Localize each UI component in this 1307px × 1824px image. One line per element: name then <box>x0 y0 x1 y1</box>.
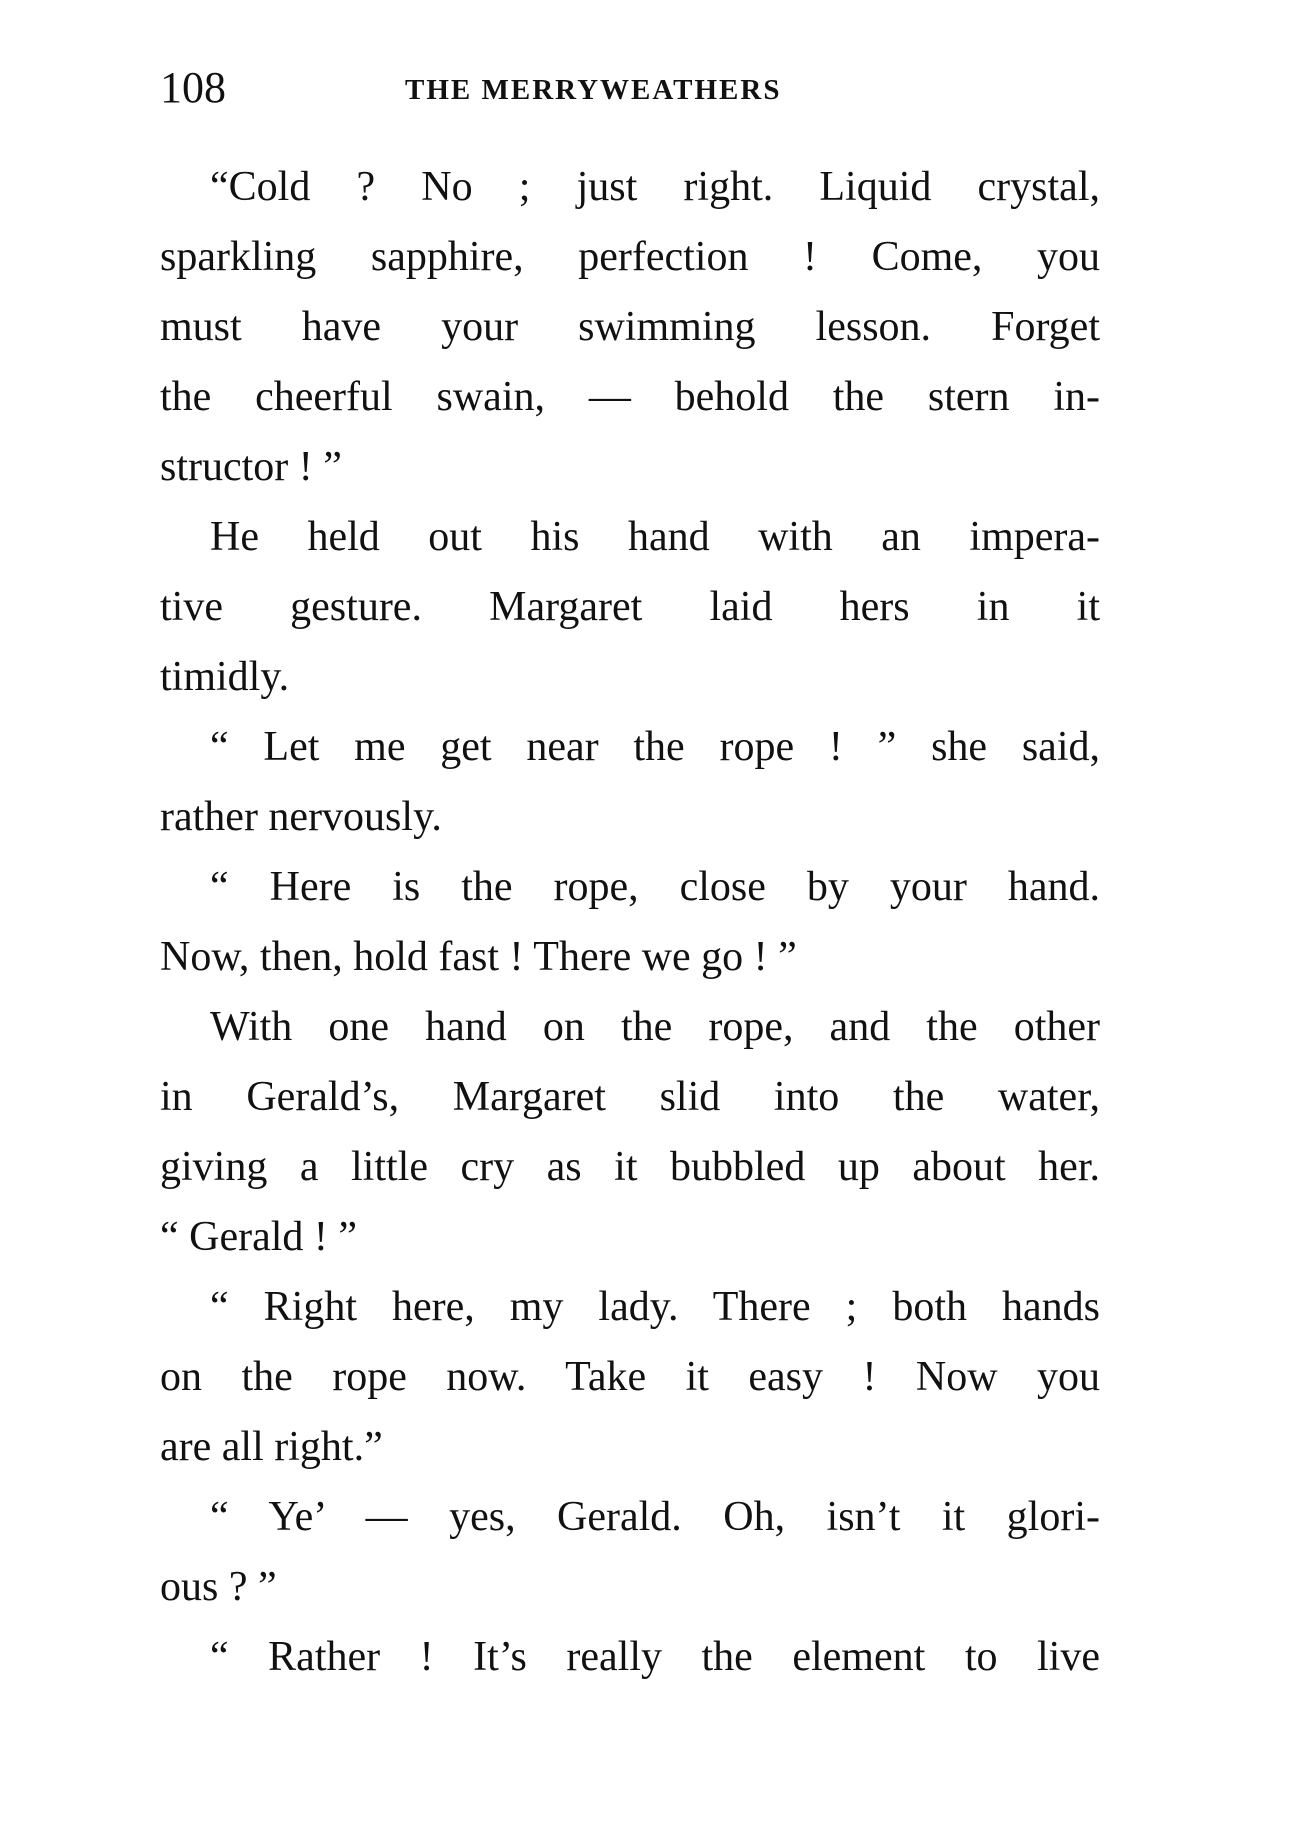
text-line: “ Ye’ — yes, Gerald. Oh, isn’t it glori- <box>210 1494 1100 1540</box>
paragraph <box>160 852 1100 992</box>
text-line: the cheerful swain, — behold the stern in- <box>160 374 1100 420</box>
text-line: tive gesture. Margaret laid hers in it <box>160 584 1100 630</box>
paragraph <box>160 152 1100 502</box>
running-title: THE MERRYWEATHERS <box>405 74 782 106</box>
text-line: ous ? ” <box>160 1564 277 1610</box>
text-line: sparkling sapphire, perfection ! Come, you <box>160 234 1100 280</box>
text-line: “ Rather ! It’s really the element to live <box>210 1634 1100 1680</box>
paragraph <box>160 1482 1100 1622</box>
text-line: “ Gerald ! ” <box>160 1214 358 1260</box>
paragraph <box>160 1272 1100 1482</box>
paragraph <box>160 1622 1100 1692</box>
text-line: rather nervously. <box>160 794 442 840</box>
body-text <box>160 152 1100 1692</box>
paragraph <box>160 502 1100 712</box>
text-line: giving a little cry as it bubbled up about her. <box>160 1144 1100 1190</box>
text-line: “ Let me get near the rope ! ” she said, <box>210 724 1100 770</box>
paragraph <box>160 992 1100 1272</box>
text-line: “ Here is the rope, close by your hand. <box>210 864 1100 910</box>
text-line: are all right.” <box>160 1424 383 1470</box>
page-number: 108 <box>160 63 226 112</box>
text-line: must have your swimming lesson. Forget <box>160 304 1100 350</box>
text-line: structor ! ” <box>160 444 342 490</box>
text-line: He held out his hand with an impera- <box>210 514 1100 560</box>
page-header <box>160 58 1100 118</box>
text-line: in Gerald’s, Margaret slid into the water, <box>160 1074 1100 1120</box>
text-line: “Cold ? No ; just right. Liquid crystal, <box>210 164 1100 210</box>
text-line: Now, then, hold fast ! There we go ! ” <box>160 934 797 980</box>
text-line: With one hand on the rope, and the other <box>210 1004 1100 1050</box>
text-line: “ Right here, my lady. There ; both hands <box>210 1284 1100 1330</box>
text-line: timidly. <box>160 654 290 700</box>
text-line: on the rope now. Take it easy ! Now you <box>160 1354 1100 1400</box>
paragraph <box>160 712 1100 852</box>
